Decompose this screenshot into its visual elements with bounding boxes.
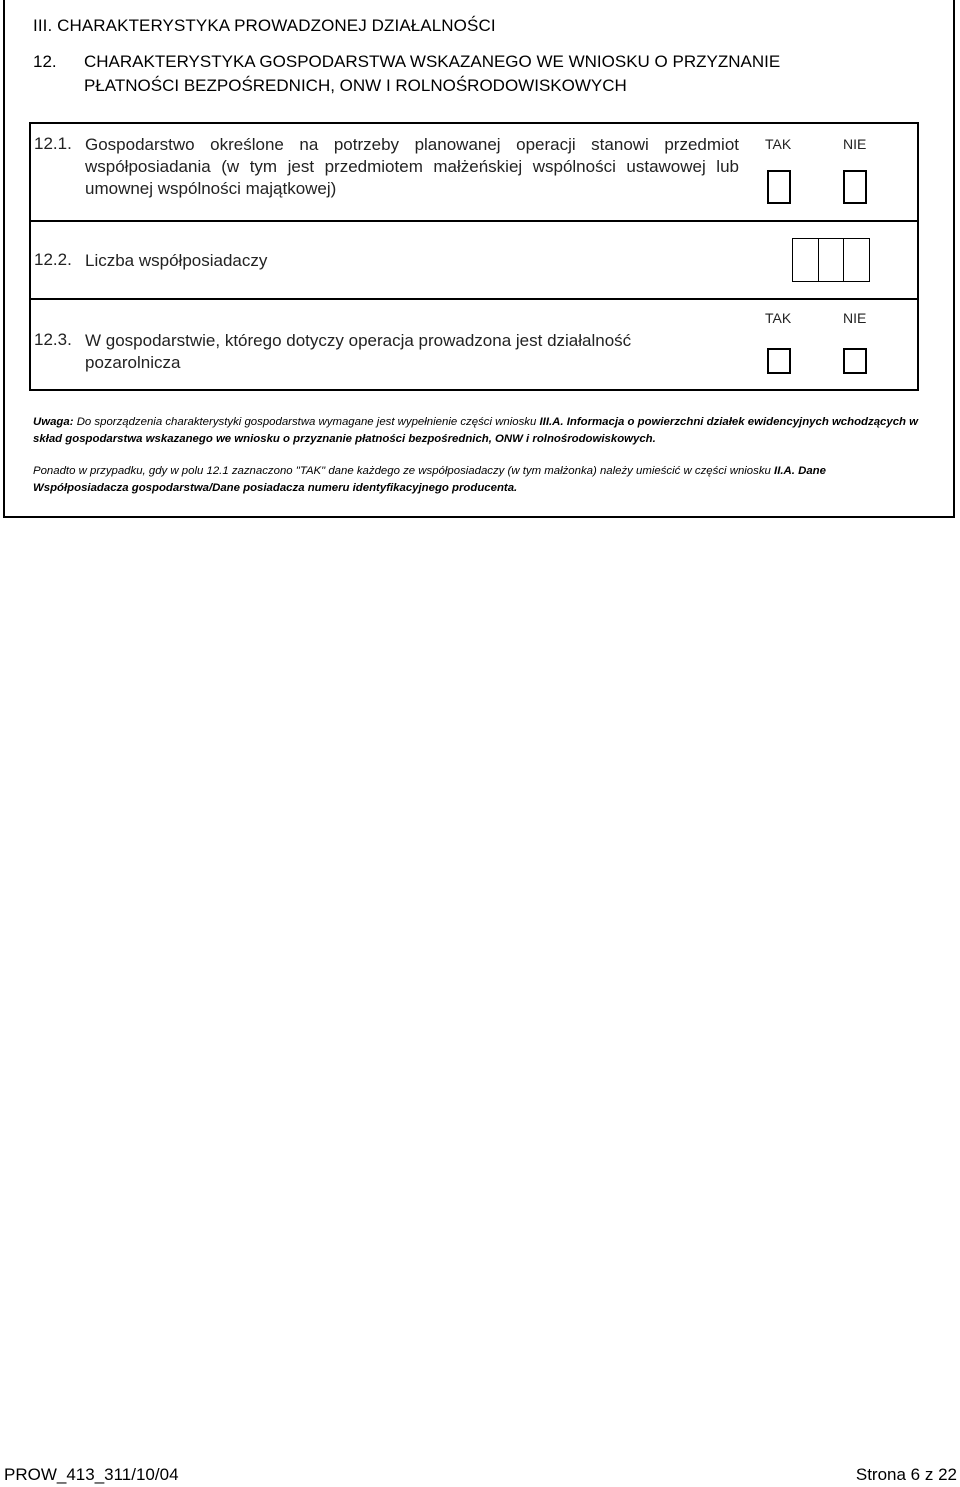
yes-label: TAK (765, 136, 792, 152)
note-paragraph-2 (33, 463, 923, 497)
document-code: PROW_413_311/10/04 (4, 1465, 179, 1484)
note-reference: II.A. Dane Współposiadacza gospodarstwa/Dane posiadacza numeru identyfikacyjnego producenta. (33, 465, 826, 494)
question-12-2-box (29, 220, 919, 300)
question-text: Liczba współposiadaczy (85, 251, 268, 270)
note-reference: III.A. Informacja o powierzchni działek ewidencyjnych wchodzących w skład gospodarstwa wskazanego we wniosku o przyznanie płatności bezpośrednich, ONW i rolnośrodowiskowych. (33, 416, 919, 445)
yes-checkbox[interactable] (767, 170, 791, 204)
note-paragraph-1 (33, 414, 923, 448)
note-text: Do sporządzenia charakterystyki gospodarstwa wymagane jest wypełnienie części wniosku (76, 416, 537, 428)
subsection-number: 12. (33, 52, 57, 71)
question-12-3-box (29, 298, 919, 391)
yes-label: TAK (765, 310, 792, 326)
question-text-line1: W gospodarstwie, którego dotyczy operacja prowadzona jest działalność (85, 331, 632, 350)
question-number: 12.3. (34, 330, 72, 349)
subsection-title-line2: PŁATNOŚCI BEZPOŚREDNICH, ONW I ROLNOŚRODOWISKOWYCH (84, 76, 627, 95)
coowner-count-field[interactable] (792, 238, 870, 282)
question-number: 12.2. (34, 250, 72, 269)
digit-cell[interactable] (844, 239, 869, 281)
section-title: III. CHARAKTERYSTYKA PROWADZONEJ DZIAŁALNOŚCI (33, 16, 496, 35)
digit-cell[interactable] (819, 239, 845, 281)
question-12-1-box (29, 122, 919, 222)
note-label: Uwaga: (33, 416, 74, 428)
yes-checkbox[interactable] (767, 348, 791, 374)
subsection-title-line1: CHARAKTERYSTYKA GOSPODARSTWA WSKAZANEGO WE WNIOSKU O PRZYZNANIE (84, 52, 781, 71)
no-label: NIE (843, 136, 867, 152)
question-text: Gospodarstwo określone na potrzeby planowanej operacji stanowi przedmiot współposiadania (w tym jest przedmiotem małżeńskiej wspólności ustawowej lub umownej wspólności majątkowej) (85, 135, 739, 198)
question-text-line2: pozarolnicza (85, 353, 181, 372)
no-checkbox[interactable] (843, 348, 867, 374)
digit-cell[interactable] (793, 239, 819, 281)
no-label: NIE (843, 310, 867, 326)
note-text: Ponadto w przypadku, gdy w polu 12.1 zaznaczono "TAK" dane każdego ze współposiadaczy (w tym małżonka) należy umieścić w części wniosku (33, 465, 771, 477)
question-number: 12.1. (34, 134, 72, 153)
no-checkbox[interactable] (843, 170, 867, 204)
page-number: Strona 6 z 22 (855, 1465, 957, 1484)
